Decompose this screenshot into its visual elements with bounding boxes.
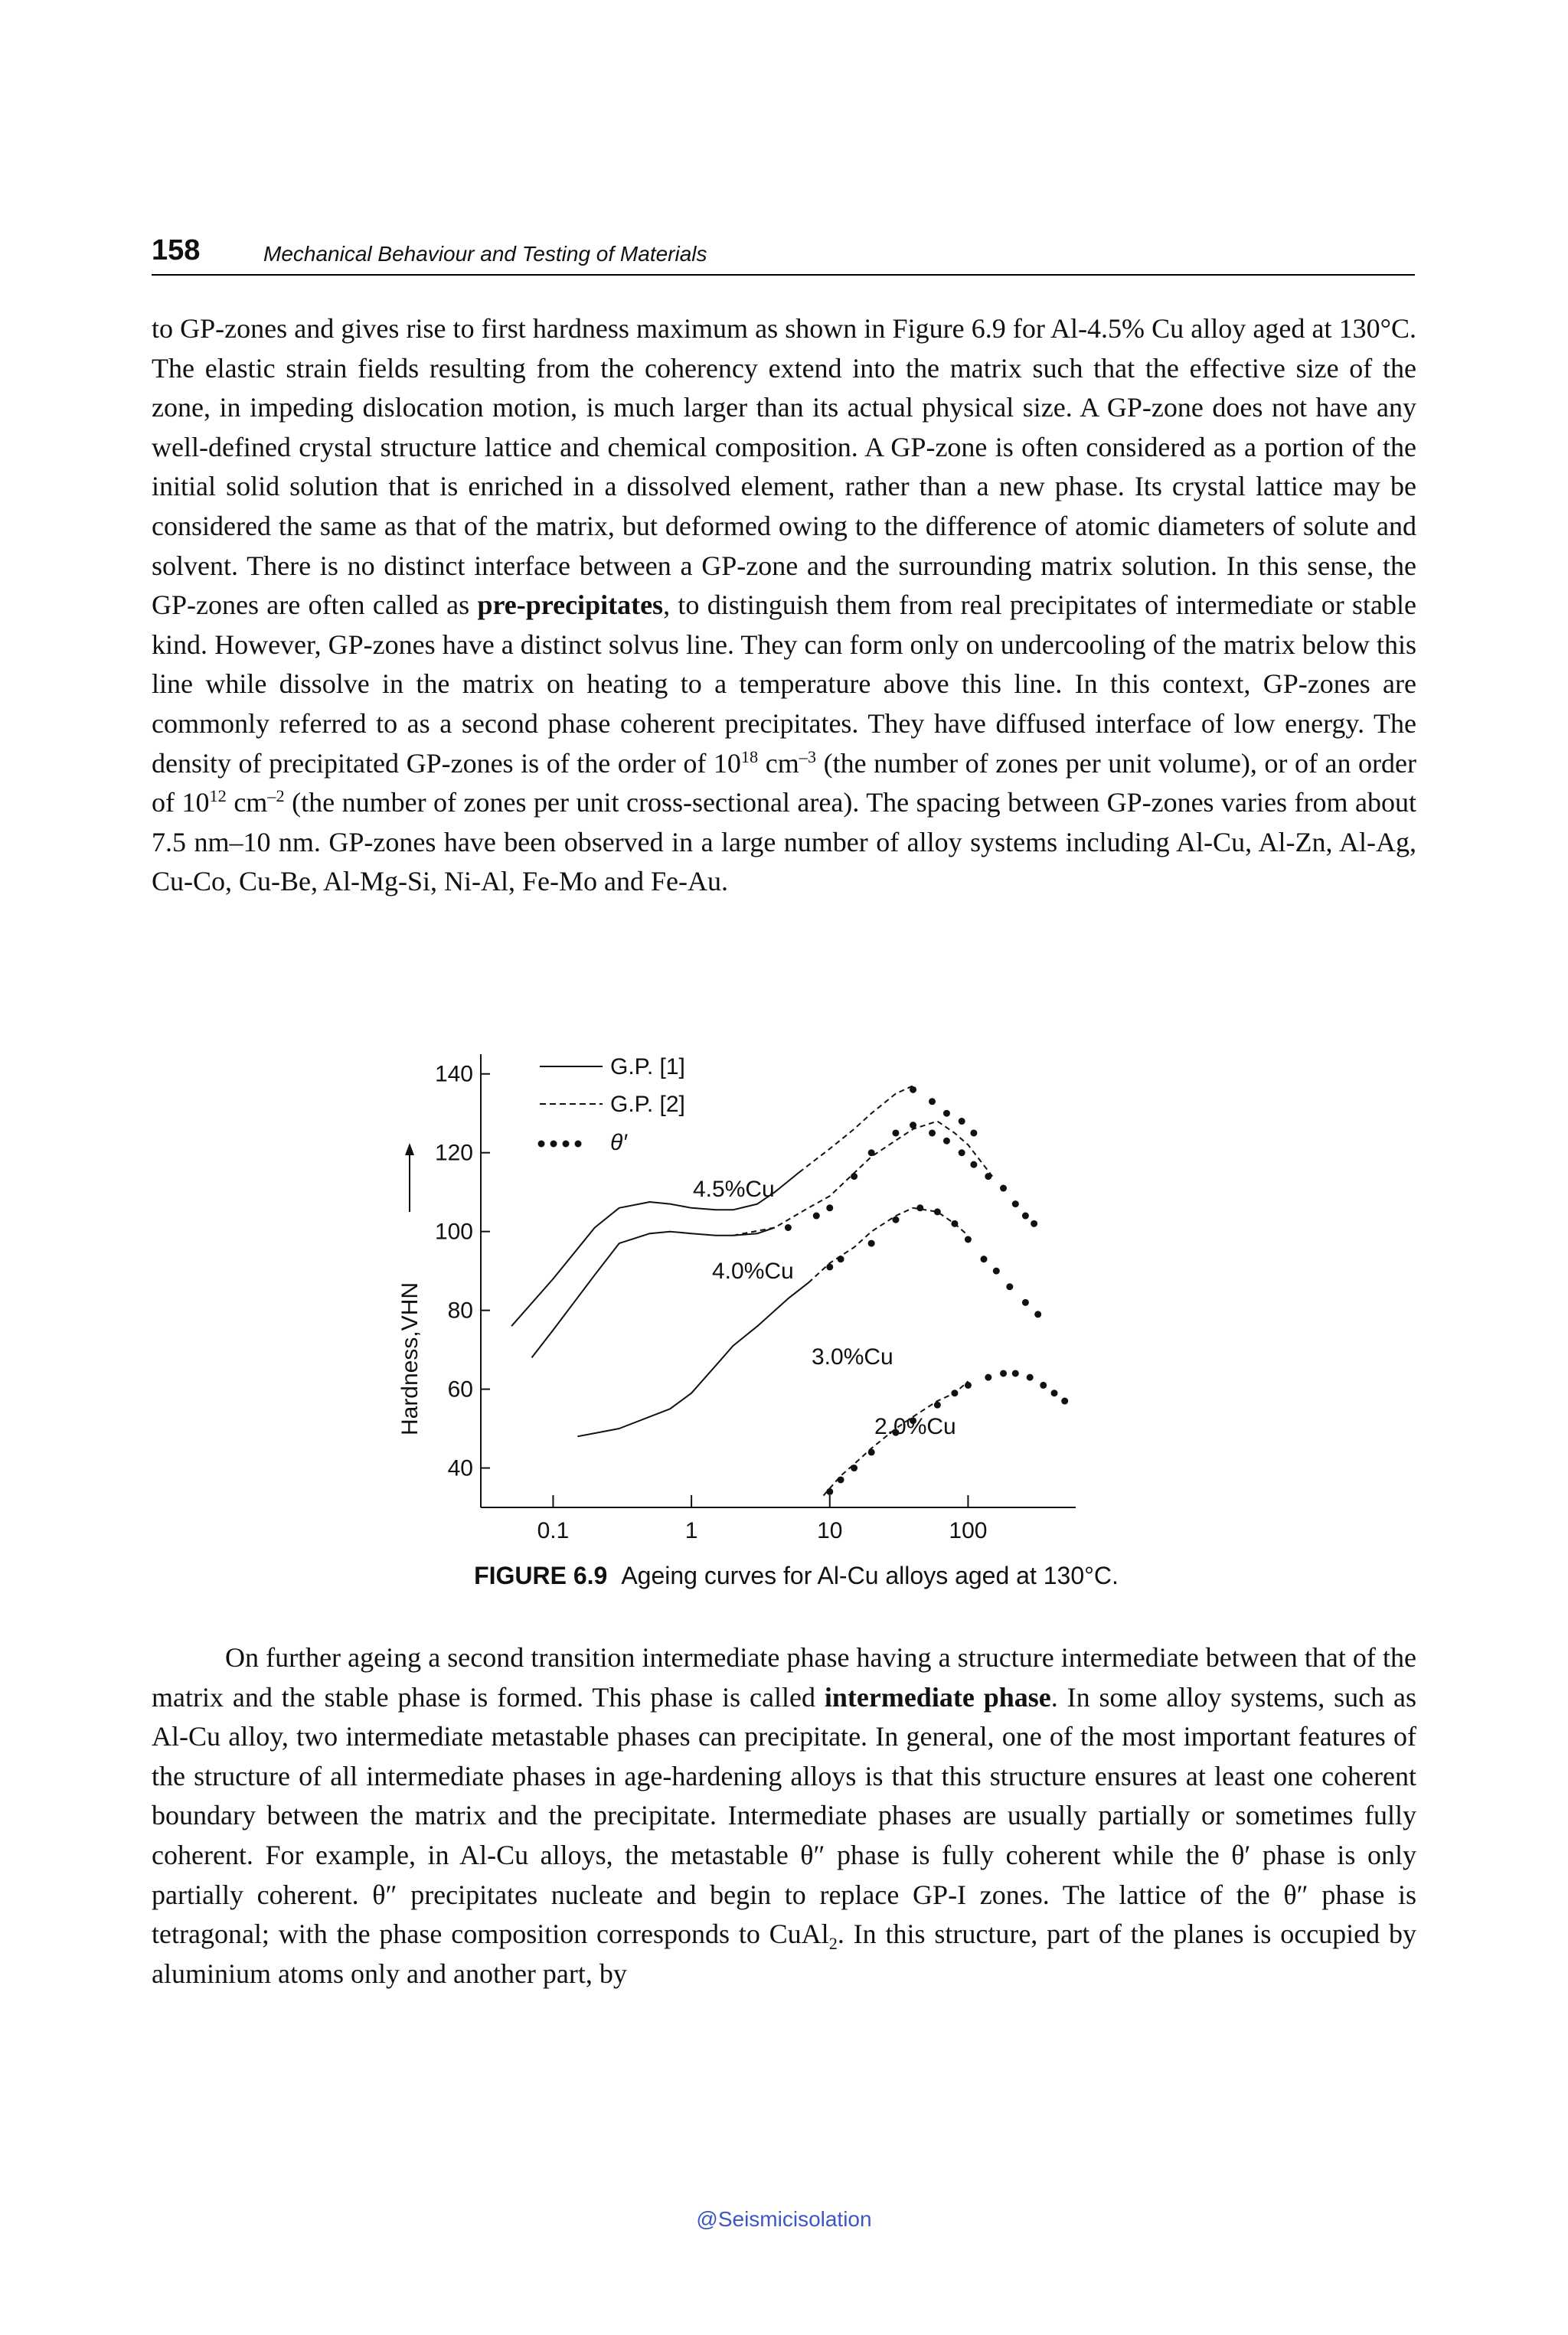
data-point bbox=[943, 1110, 950, 1117]
p2-bold-term: intermediate phase bbox=[824, 1681, 1051, 1713]
data-point bbox=[951, 1220, 958, 1227]
figure-caption-text: Ageing curves for Al-Cu alloys aged at 130°C. bbox=[621, 1562, 1119, 1589]
data-point bbox=[826, 1204, 833, 1211]
data-point bbox=[981, 1256, 988, 1262]
data-point bbox=[892, 1129, 899, 1136]
running-title: Mechanical Behaviour and Testing of Materials bbox=[263, 242, 707, 266]
curve-label-4-5-cu: 4.5%Cu bbox=[693, 1177, 775, 1202]
curve-label-3-0-cu: 3.0%Cu bbox=[812, 1344, 893, 1370]
data-point bbox=[868, 1240, 875, 1247]
y-tick-label: 60 bbox=[447, 1377, 473, 1403]
data-point bbox=[934, 1208, 941, 1215]
data-point bbox=[1006, 1283, 1013, 1290]
p1-bold-term: pre-precipitates bbox=[477, 589, 664, 621]
legend-entry-2 bbox=[540, 1092, 685, 1117]
data-point bbox=[1000, 1185, 1007, 1192]
data-point bbox=[934, 1402, 941, 1409]
chart-labels bbox=[693, 1177, 956, 1439]
p1-text-5: cm bbox=[226, 787, 268, 818]
series-4-5-cu-g-p-2 bbox=[799, 1086, 913, 1172]
data-point bbox=[785, 1224, 792, 1231]
y-axis-label: Hardness,VHN bbox=[397, 1282, 423, 1436]
data-point bbox=[970, 1129, 977, 1136]
data-point bbox=[965, 1382, 972, 1389]
series-4-0-cu bbox=[785, 1122, 1037, 1231]
p1-text-6: (the number of zones per unit cross-sectional area). The spacing between GP-zones varies from about 7.5 nm–10 nm. GP-zones have been observed in a large number of alloy systems including Al-Cu, Al-Zn, Al-Ag, Cu-Co, Cu-Be, Al-Mg-Si, Ni-Al, Fe-Mo and Fe-Au. bbox=[152, 787, 1416, 897]
data-point bbox=[1051, 1390, 1058, 1396]
p2-text-3: . In this structure, part of the planes is occupied by aluminium atoms only and another part, by bbox=[152, 1919, 1416, 1989]
p2-text-2: . In some alloy systems, such as Al-Cu alloy, two intermediate metastable phases can precipitate. In general, one of the most important features of the structure of all intermediate phases in age-hardening alloys is that this structure ensures at least one coherent boundary between the matrix and the precipitate. Intermediate phases are usually partially or sometimes fully coherent. For example, in Al-Cu alloys, the metastable θ″ phase is fully coherent while the θ′ phase is only partially coherent. θ″ precipitates nucleate and begin to replace GP-I zones. The lattice of the θ″ phase is tetragonal; with the phase composition corresponds to CuAl bbox=[152, 1681, 1417, 1950]
body-paragraph-2 bbox=[152, 1638, 1416, 1994]
legend-marker bbox=[538, 1141, 545, 1148]
curve-label-2-0-cu: 2.0%Cu bbox=[874, 1414, 956, 1439]
data-point bbox=[868, 1448, 875, 1455]
figure-label: FIGURE 6.9 bbox=[474, 1562, 608, 1589]
legend-marker bbox=[575, 1141, 582, 1148]
y-tick-label: 40 bbox=[447, 1455, 473, 1481]
data-point bbox=[970, 1161, 977, 1168]
p1-sup-1: 18 bbox=[740, 746, 759, 766]
data-point bbox=[993, 1268, 1000, 1275]
data-point bbox=[826, 1263, 833, 1270]
figure-6-9 bbox=[394, 1045, 1198, 1627]
legend-marker bbox=[550, 1141, 557, 1148]
chart-legend bbox=[538, 1054, 685, 1155]
data-point bbox=[826, 1488, 833, 1495]
curve-label-4-0-cu: 4.0%Cu bbox=[712, 1259, 794, 1284]
legend-entry-3 bbox=[538, 1130, 629, 1155]
legend-label: G.P. [2] bbox=[610, 1092, 685, 1117]
data-point bbox=[1031, 1220, 1037, 1227]
data-point bbox=[1061, 1398, 1068, 1405]
data-point bbox=[965, 1236, 972, 1243]
p1-sup-4: –2 bbox=[267, 786, 285, 806]
data-point bbox=[929, 1098, 936, 1105]
x-tick-label: 1 bbox=[684, 1518, 698, 1543]
chart-axes bbox=[397, 1054, 1076, 1550]
data-point bbox=[1012, 1370, 1019, 1377]
page-number: 158 bbox=[152, 234, 201, 266]
p1-text-3: cm bbox=[758, 747, 799, 779]
data-point bbox=[1022, 1299, 1029, 1306]
data-point bbox=[959, 1118, 965, 1125]
series-4-5-cu bbox=[910, 1086, 977, 1137]
figure-caption bbox=[394, 1559, 1198, 1592]
x-tick-label: 10 bbox=[817, 1518, 843, 1543]
data-point bbox=[838, 1476, 844, 1483]
data-point bbox=[868, 1149, 875, 1156]
data-point bbox=[959, 1149, 965, 1156]
body-paragraph-1 bbox=[152, 309, 1416, 902]
legend-label: G.P. [1] bbox=[610, 1054, 685, 1079]
data-point bbox=[910, 1086, 916, 1093]
chart-series bbox=[511, 1086, 1068, 1495]
p1-text-2: , to distinguish them from real precipitates of intermediate or stable kind. However, GP-zones have a distinct solvus line. They can form only on undercooling of the matrix below this line while dissolve in the matrix on heating to a temperature above this line. In this context, GP-zones are commonly referred to as a second phase coherent precipitates. They have diffused interface of low energy. The density of precipitated GP-zones is of the order of 10 bbox=[152, 589, 1416, 779]
data-point bbox=[985, 1173, 991, 1180]
legend-label: θ′ bbox=[610, 1130, 627, 1155]
y-tick-label: 140 bbox=[434, 1061, 473, 1087]
data-point bbox=[838, 1256, 844, 1262]
y-tick-label: 120 bbox=[434, 1140, 473, 1166]
data-point bbox=[1040, 1382, 1047, 1389]
series-3-0-cu-g-p-1 bbox=[577, 1283, 808, 1437]
series-3-0-cu-g-p-2 bbox=[808, 1208, 969, 1283]
data-point bbox=[1000, 1370, 1007, 1377]
data-point bbox=[916, 1204, 923, 1211]
data-point bbox=[851, 1465, 858, 1471]
y-axis-arrowhead bbox=[405, 1143, 414, 1155]
ageing-curves-chart bbox=[394, 1045, 1198, 1550]
data-point bbox=[892, 1216, 899, 1223]
data-point bbox=[1027, 1374, 1034, 1381]
data-point bbox=[943, 1138, 950, 1145]
series-4-0-cu-g-p-1 bbox=[532, 1228, 775, 1358]
p2-text-1: On further ageing a second transition intermediate phase having a structure intermediate between that of the matrix and the stable phase is formed. This phase is called bbox=[152, 1642, 1416, 1713]
data-point bbox=[1022, 1213, 1029, 1220]
data-point bbox=[910, 1122, 916, 1128]
x-tick-label: 100 bbox=[949, 1518, 988, 1543]
data-point bbox=[813, 1213, 820, 1220]
data-point bbox=[851, 1173, 858, 1180]
data-point bbox=[1012, 1200, 1019, 1207]
y-tick-label: 80 bbox=[447, 1298, 473, 1324]
legend-entry-1 bbox=[540, 1054, 685, 1079]
p1-sup-3: 12 bbox=[209, 786, 227, 806]
running-header bbox=[152, 231, 1415, 276]
data-point bbox=[951, 1390, 958, 1396]
data-point bbox=[985, 1374, 991, 1381]
series-3-0-cu bbox=[826, 1204, 1041, 1318]
p1-text-1: to GP-zones and gives rise to first hardness maximum as shown in Figure 6.9 for Al-4.5% Cu alloy aged at 130°C. The elastic strain fields resulting from the coherency extend into the matrix such that the effective size of the zone, in impeding dislocation motion, is much larger than its actual physical size. A GP-zone does not have any well-defined crystal structure lattice and chemical composition. A GP-zone is often considered as a portion of the initial solid solution that is enriched in a dissolved element, rather than a new phase. Its crystal lattice may be considered the same as that of the matrix, but deformed owing to the difference of atomic diameters of solute and solvent. There is no distinct interface between a GP-zone and the surrounding matrix solution. In this sense, the GP-zones are often called as bbox=[152, 313, 1416, 621]
data-point bbox=[929, 1129, 936, 1136]
p1-sup-2: –3 bbox=[799, 746, 817, 766]
legend-marker bbox=[563, 1141, 570, 1148]
x-tick-label: 0.1 bbox=[537, 1518, 570, 1543]
y-tick-label: 100 bbox=[434, 1219, 473, 1245]
p2-sub-1: 2 bbox=[828, 1934, 838, 1954]
data-point bbox=[1034, 1311, 1041, 1318]
watermark: @Seismicisolation bbox=[696, 2207, 872, 2231]
p1-text-4: (the number of zones per unit volume), or of an order of 10 bbox=[152, 747, 1416, 818]
